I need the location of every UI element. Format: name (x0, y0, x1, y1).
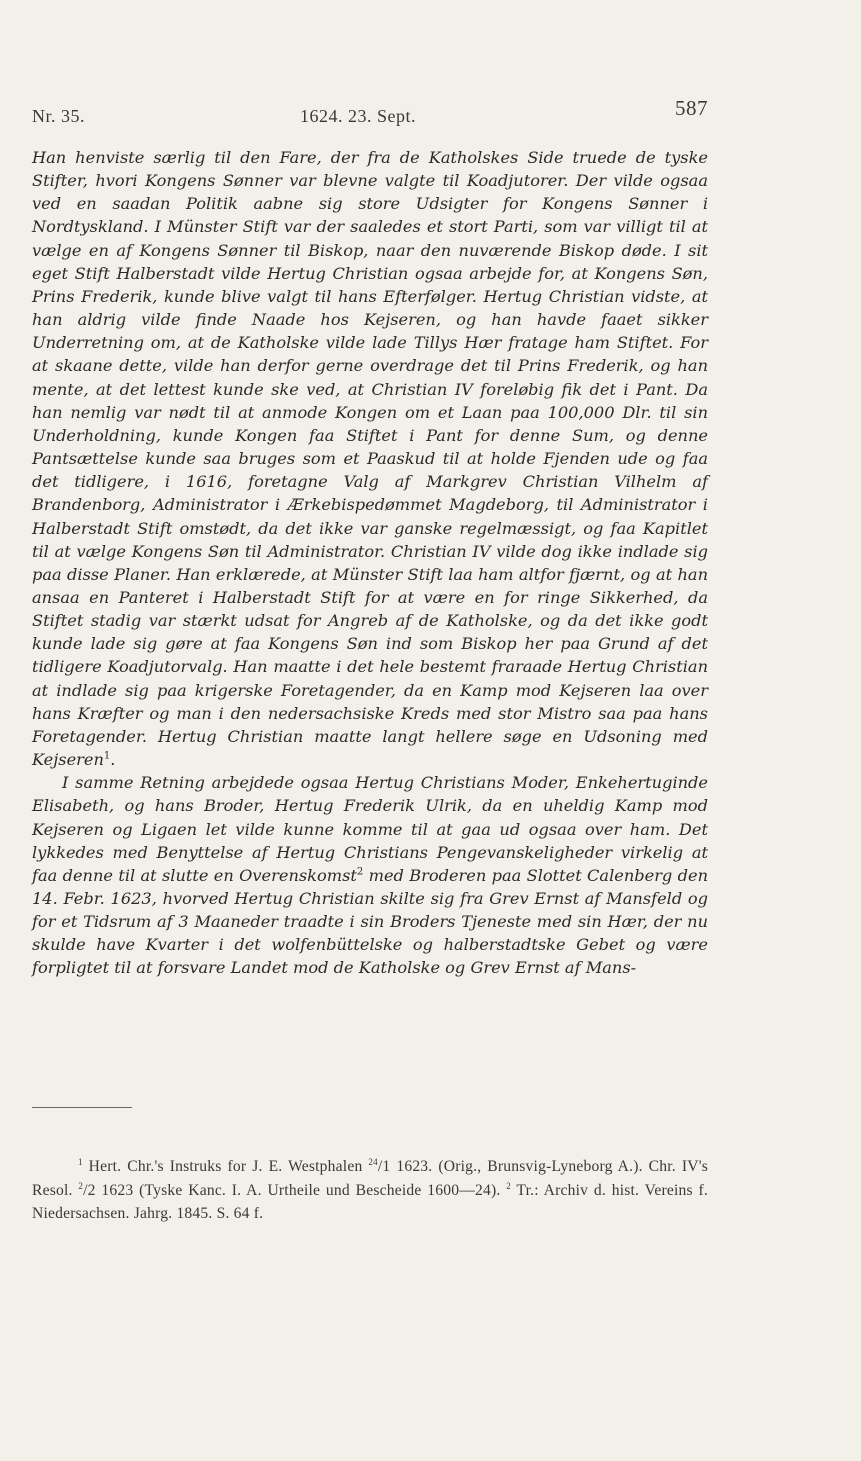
footnote-block (32, 1155, 708, 1226)
footnote-ref-2: 2 (356, 866, 364, 878)
footnote-2-text: Tr.: Archiv d. hist. Vereins f. Niedersachsen. Jahrg. 1845. S. 64 f. (32, 1181, 709, 1223)
footnote-1-date-day: 24 (368, 1156, 378, 1167)
footnote-1-text-a: Hert. Chr.'s Instruks for J. E. Westphalen (82, 1158, 369, 1175)
footnote-1-resol-day: 2 (78, 1180, 84, 1191)
footnote-ref-1: 1 (103, 750, 111, 762)
page-number: 587 (675, 96, 708, 120)
footnote-mark-1: 1 (78, 1156, 83, 1167)
paragraph-2 (32, 771, 708, 979)
paragraph-2-text-a: I samme Retning arbejdede ogsaa Hertug Christians Moder, Enkehertuginde Elisabeth, og hans Broder, Hertug Frederik Ulrik, da en uheldig Kamp mod Kejseren og Ligaen let vilde kunne komme til at gaa ud ogsaa over ham. Det lykkedes med Benyttelse af Hertug Christians Pengevanskeligheder virkelig at faa denne til at slutte en Overenskomst (32, 773, 708, 885)
footnote-1-text-c: 1623 (Tyske Kanc. I. A. Urtheile und Bescheide 1600—24). (95, 1181, 507, 1199)
paragraph-1 (32, 146, 708, 771)
footnote-1-date-month: /1 (377, 1158, 391, 1175)
document-date: 1624. 23. Sept. (300, 106, 417, 126)
footnote-divider (32, 1107, 132, 1108)
footnote-mark-2: 2 (506, 1180, 511, 1191)
paragraph-1-text: Han henviste særlig til den Fare, der fra de Katholskes Side truede de tyske Stifter, hvori Kongens Sønner var blevne valgte til Koadjutorer. Der vilde ogsaa ved en saadan Politik aabne sig store Udsigter for Kongens Sønner i Nordtyskland. I Münster Stift var der saaledes et stort Parti, som var villigt til at vælge en af Kongens Sønner til Biskop, naar den nuværende Biskop døde. I sit eget Stift Halberstadt vilde Hertug Christian ogsaa arbejde for, at Kongens Søn, Prins Frederik, kunde blive valgt til hans Efterfølger. Hertug Christian vidste, at han aldrig vilde finde Naade hos Kejseren, og han havde faaet sikker Underretning om, at de Katholske vilde lade Tillys Hær fratage ham Stiftet. For at skaane dette, vilde han derfor gerne overdrage det til Prins Frederik, og han mente, at det lettest kunde ske ved, at Christian IV foreløbig fik det i Pant. Da han nemlig var nødt til at anmode Kongen om et Laan paa 100,000 Dlr. til sin Underholdning, kunde Kongen faa Stiftet i Pant for denne Sum, og denne Pantsættelse kunde saa bruges som et Paaskud til at holde Fjenden ude og faa det tidligere, i 1616, foretagne Valg af Markgrev Christian Vilhelm af Brandenborg, Administrator i Ærkebispedømmet Magdeborg, til Administrator i Halberstadt Stift omstødt, da det ikke var ganske regelmæssigt, og faa Kapitlet til at vælge Kongens Søn til Administrator. Christian IV vilde dog ikke indlade sig paa disse Planer. Han erklærede, at Münster Stift laa ham altfor fjærnt, og at han ansaa en Panteret i Halberstadt Stift for at være en for ringe Sikkerhed, da Stiftet stadig var stærkt udsat for Angreb af de Katholske, og da det ikke godt kunde lade sig gøre at faa Kongens Søn ind som Biskop her paa Grund af det tidligere Koadjutorvalg. Han maatte i det hele bestemt fraraade Hertug Christian at indlade sig paa krigerske Foretagender, da en Kamp mod Kejseren laa over hans Kræfter og man i den nedersachsiske Kreds med stor Mistro saa paa hans Foretagender. Hertug Christian maatte langt hellere søge en Udsoning med Kejseren (32, 148, 708, 770)
footnote-1-text-b: 1623. (Orig., Brunsvig-Lyneborg A.). Chr. IV's Resol. (32, 1158, 708, 1199)
footnotes (32, 1155, 708, 1226)
paragraph-1-end: . (110, 750, 116, 770)
main-text (32, 146, 708, 980)
document-number: Nr. 35. (32, 106, 85, 126)
footnote-1-resol-month: /2 (83, 1181, 96, 1199)
page-header (32, 96, 708, 136)
paragraph-2-text-b: med Broderen paa Slottet Calenberg den 14. Febr. 1623, hvorved Hertug Christian skilte sig fra Grev Ernst af Mansfeld og for et Tidsrum af 3 Maaneder traadte i sin Broders Tjeneste med sin Hær, der nu skulde have Kvarter i det wolfenbüttelske og halberstadtske Gebet og være forpligtet til at forsvare Landet mod de Katholske og Grev Ernst af Mans- (32, 865, 708, 978)
